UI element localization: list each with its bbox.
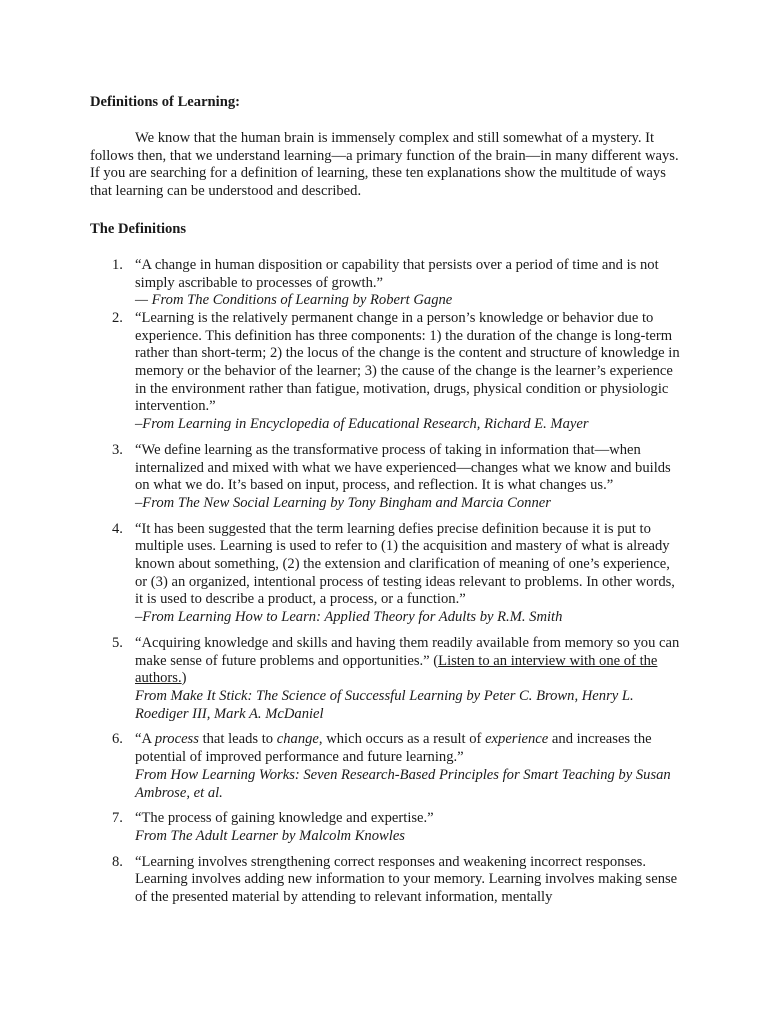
list-item — [90, 731, 682, 802]
quote-part: , which occurs as a result of — [318, 731, 486, 748]
definition-quote — [135, 635, 682, 688]
list-number: 1. — [112, 256, 123, 273]
quote-part: “A — [135, 731, 155, 748]
interview-link[interactable]: Listen to an interview with one of the authors. — [135, 652, 658, 687]
definition-source: –From The New Social Learning by Tony Bingham and Marcia Conner — [135, 494, 551, 511]
quote-part: that leads to — [198, 731, 277, 748]
list-number: 2. — [112, 309, 123, 326]
definition-source: From The Adult Learner by Malcolm Knowles — [135, 827, 405, 844]
definition-source: From How Learning Works: Seven Research-Based Principles for Smart Teaching by Susan Ambrose, et al. — [135, 766, 671, 801]
definition-quote: “Learning is the relatively permanent change in a person’s knowledge or behavior due to experience. This definition has three components: 1) the duration of the change is long-term rather than short-term; 2) the locus of the change is the content and structure of knowledge in memory or the behavior of the learner; 3) the cause of the change is the learner’s experience in the environment rather than fatigue, motivation, drugs, physical condition or physiologic intervention.” — [135, 309, 680, 415]
list-item — [90, 442, 682, 513]
definition-quote: “A change in human disposition or capability that persists over a period of time and is not simply ascribable to processes of growth.” — [135, 256, 659, 291]
emphasis-experience: experience — [485, 731, 549, 748]
definition-source: From Make It Stick: The Science of Successful Learning by Peter C. Brown, Henry L. Roediger III, Mark A. McDaniel — [135, 687, 634, 722]
definition-quote-text: “Acquiring knowledge and skills and having them readily available from memory so you can make sense of future problems and opportunities.” ( — [135, 634, 680, 669]
list-item — [90, 310, 682, 434]
list-number: 3. — [112, 441, 123, 458]
list-number: 7. — [112, 810, 123, 827]
emphasis-process: process — [154, 731, 199, 748]
definition-quote: “Learning involves strengthening correct responses and weakening incorrect responses. Learning involves adding new information to your memory. Learning involves making sense of the presented material by attending to relevant information, mentally — [135, 853, 678, 906]
list-number: 6. — [112, 731, 123, 748]
definition-source: –From Learning in Encyclopedia of Educational Research, Richard E. Mayer — [135, 416, 589, 433]
document-page — [90, 93, 682, 907]
definition-quote: “We define learning as the transformative process of taking in information that—when internalized and mixed with what we have experienced—changes what we know and builds on what we do. It’s based on input, process, and reflection. It is what changes us.” — [135, 441, 671, 494]
list-item — [90, 257, 682, 310]
definition-source: –From Learning How to Learn: Applied Theory for Adults by R.M. Smith — [135, 609, 563, 626]
list-number: 4. — [112, 520, 123, 537]
definition-quote: “The process of gaining knowledge and expertise.” — [135, 810, 434, 827]
intro-paragraph: We know that the human brain is immensely complex and still somewhat of a mystery. It follows then, that we understand learning—a primary function of the brain—in many different ways. If you are searching for a definition of learning, these ten explanations show the multitude of ways that learning can be understood and described. — [90, 130, 679, 200]
quote-part: and increases the potential of improved performance and future learning.” — [135, 731, 652, 766]
list-number: 8. — [112, 853, 123, 870]
definition-quote — [135, 731, 682, 766]
list-item — [90, 854, 682, 907]
definitions-list — [90, 257, 682, 907]
document-heading: Definitions of Learning: — [90, 94, 240, 110]
list-item — [90, 521, 682, 627]
definition-source: — From The Conditions of Learning by Robert Gagne — [135, 292, 453, 309]
emphasis-change: change — [276, 731, 319, 748]
list-item — [90, 635, 682, 724]
definition-quote: “It has been suggested that the term learning defies precise definition because it is put to multiple uses. Learning is used to refer to (1) the acquisition and mastery of what is already known about something, (2) the extension and clarification of meaning of one’s experience, or (3) an organized, intentional process of testing ideas relevant to problems. In other words, it is used to describe a product, a process, or a function.” — [135, 520, 675, 608]
list-item — [90, 810, 682, 845]
definition-quote-end: ) — [181, 670, 187, 687]
list-number: 5. — [112, 634, 123, 651]
section-title: The Definitions — [90, 220, 187, 237]
